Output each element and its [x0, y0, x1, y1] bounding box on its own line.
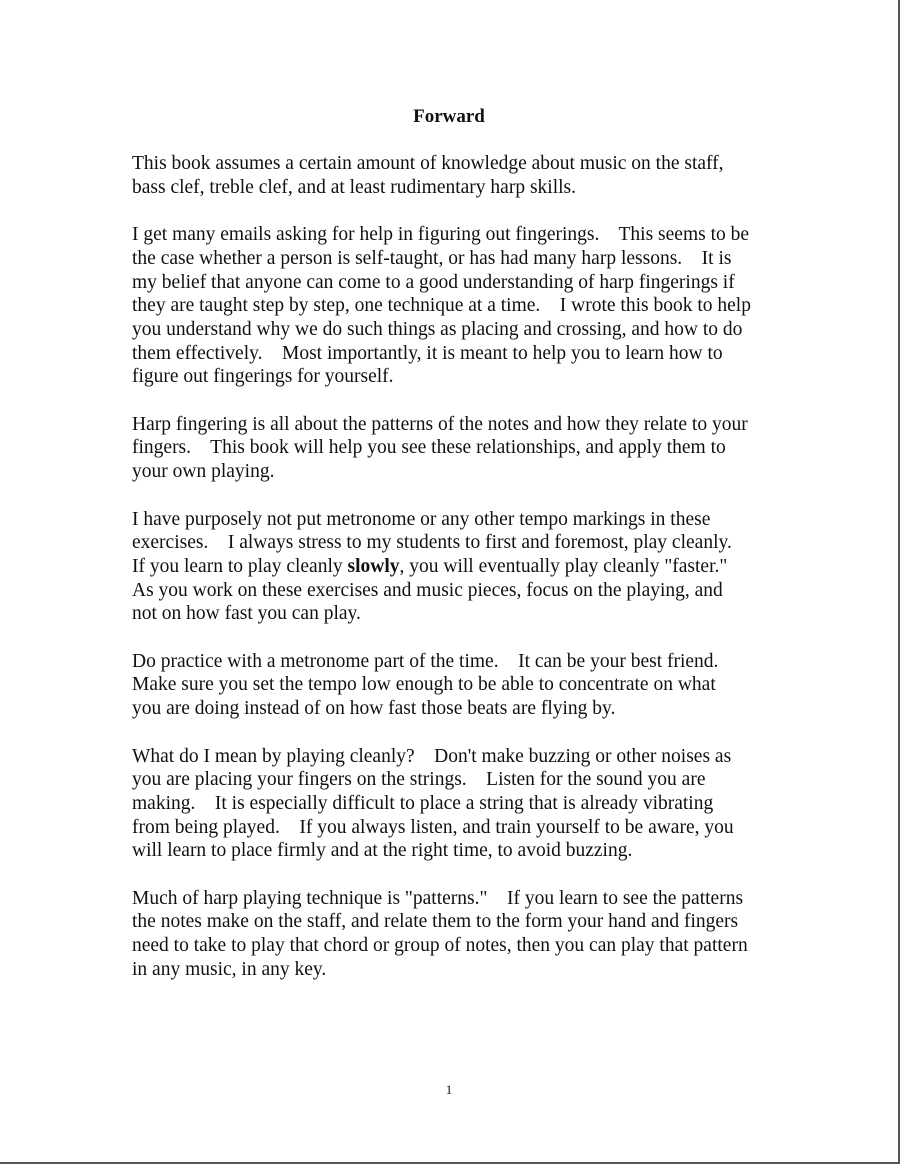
page-title: Forward [413, 106, 485, 127]
text-segment: If you learn to play cleanly [132, 555, 348, 577]
text-line: making. It is especially difficult to place a string that is already vibrating [132, 792, 714, 814]
text-line: the case whether a person is self-taught, or has had many harp lessons. It is [132, 247, 732, 269]
paragraph-4 [132, 508, 792, 627]
text-line: Make sure you set the tempo low enough to be able to concentrate on what [132, 674, 716, 696]
text-line: need to take to play that chord or group of notes, then you can play that pattern [132, 935, 748, 957]
text-line: you understand why we do such things as placing and crossing, and how to do [132, 318, 743, 340]
text-line: I get many emails asking for help in figuring out fingerings. This seems to be [132, 224, 750, 246]
paragraph-6 [132, 745, 792, 864]
text-line: they are taught step by step, one technique at a time. I wrote this book to help [132, 295, 751, 317]
text-line: This book assumes a certain amount of knowledge about music on the staff, [132, 153, 724, 174]
text-line: As you work on these exercises and music pieces, focus on the playing, and [132, 579, 723, 601]
paragraph-3 [132, 413, 792, 484]
text-line: Harp fingering is all about the patterns of the notes and how they relate to your [132, 413, 748, 435]
text-line-with-emphasis [132, 555, 792, 579]
text-line: them effectively. Most importantly, it is meant to help you to learn how to [132, 342, 723, 364]
document-body [132, 152, 792, 1005]
paragraph-7 [132, 887, 792, 982]
text-line: What do I mean by playing cleanly? Don't make buzzing or other noises as [132, 745, 732, 767]
paragraph-2 [132, 223, 792, 389]
text-line: will learn to place firmly and at the right time, to avoid buzzing. [132, 840, 633, 862]
text-line: the notes make on the staff, and relate them to the form your hand and fingers [132, 911, 739, 933]
text-segment: , you will eventually play cleanly "faster." [399, 555, 728, 577]
text-line: bass clef, treble clef, and at least rudimentary harp skills. [132, 176, 577, 198]
text-line: from being played. If you always listen, and train yourself to be aware, you [132, 816, 734, 838]
text-line: you are placing your fingers on the strings. Listen for the sound you are [132, 769, 706, 791]
text-line: I have purposely not put metronome or any other tempo markings in these [132, 508, 711, 530]
text-line: my belief that anyone can come to a good understanding of harp fingerings if [132, 271, 735, 293]
text-line: not on how fast you can play. [132, 603, 361, 625]
paragraph-5 [132, 650, 792, 721]
text-line: your own playing. [132, 461, 275, 483]
text-line: fingers. This book will help you see these relationships, and apply them to [132, 437, 726, 459]
text-line: Do practice with a metronome part of the time. It can be your best friend. [132, 650, 719, 672]
text-line: you are doing instead of on how fast those beats are flying by. [132, 698, 616, 720]
page-number: 1 [445, 1082, 453, 1097]
text-line: exercises. I always stress to my students to first and foremost, play cleanly. [132, 532, 732, 554]
paragraph-1 [132, 152, 792, 199]
text-line: figure out fingerings for yourself. [132, 366, 394, 388]
emphasis-slowly: slowly [347, 555, 400, 577]
text-line: in any music, in any key. [132, 958, 327, 980]
text-line: Much of harp playing technique is "patterns." If you learn to see the patterns [132, 887, 744, 909]
